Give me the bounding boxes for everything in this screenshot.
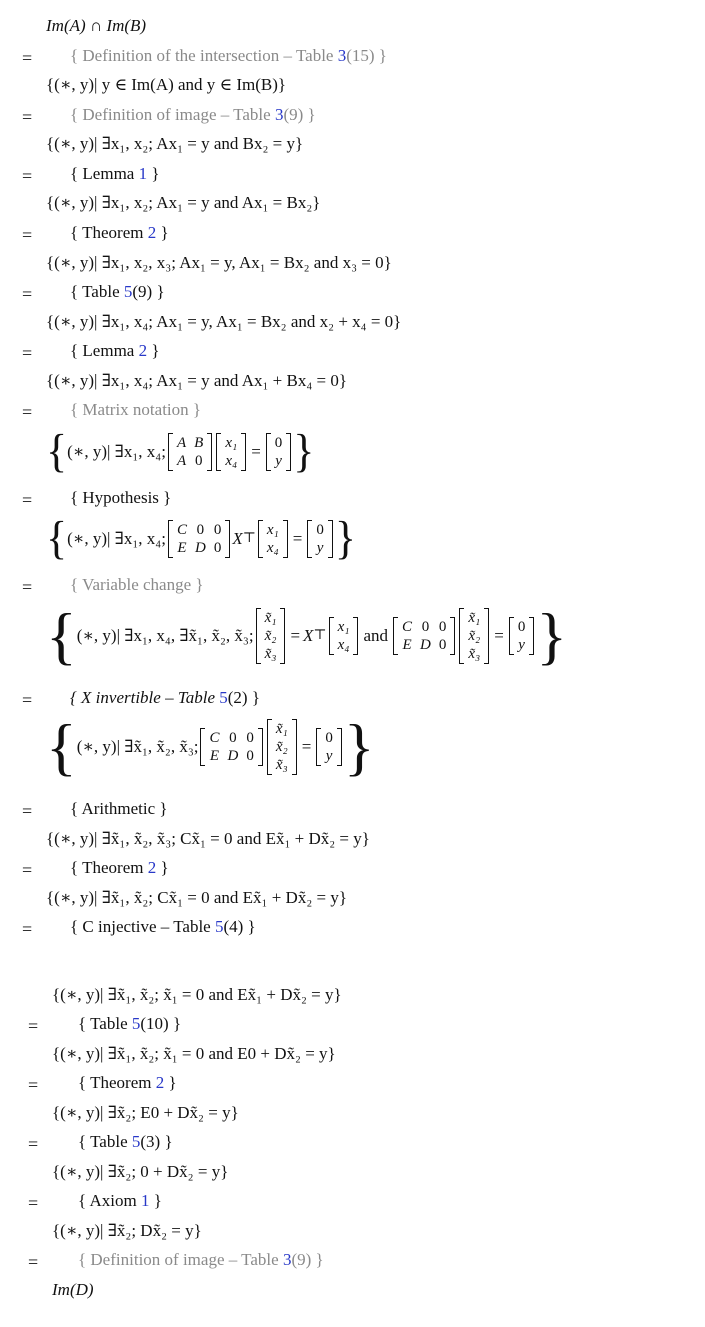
matrix-cell: 0 <box>246 748 254 764</box>
left-brace: { <box>46 512 68 565</box>
matrix-cell: x̃₁ <box>468 610 481 626</box>
matrix-cell: 0 <box>246 730 254 746</box>
matrix-cell: C <box>176 522 187 538</box>
expression-step-6: {(∗, y)| ∃x₁, x₄; Ax₁ = y and Ax₁ + Bx₄ = 0} <box>46 371 348 390</box>
matrix-cell: x̃₃ <box>264 646 277 662</box>
table-ref[interactable]: 3 <box>282 1250 292 1269</box>
matrix-cell: x̃₁ <box>275 721 288 737</box>
matrix-cell: E <box>177 540 187 556</box>
vector <box>459 608 489 664</box>
equals-sign: = <box>22 166 33 186</box>
theorem-ref[interactable]: 2 <box>155 1073 165 1092</box>
matrix-cell: E <box>402 637 412 653</box>
equals-sign: = <box>28 1075 39 1095</box>
matrix-cell: 0 <box>517 619 526 635</box>
matrix-cell: y <box>316 540 324 556</box>
matrix-cell: A <box>176 453 187 469</box>
equals-sign: = <box>22 343 33 363</box>
matrix-cell: x₄ <box>266 540 279 556</box>
equals-sign: = <box>22 690 33 710</box>
expression-step-16: {(∗, y)| ∃x̃₂; 0 + Dx̃₂ = y} <box>52 1162 229 1181</box>
expression-step-12: {(∗, y)| ∃x̃₁, x̃₂; Cx̃₁ = 0 and Ex̃₁ + Dx̃₂ = y} <box>46 888 347 907</box>
vector <box>509 617 535 655</box>
hint-variable-change: { Variable change } <box>70 575 204 594</box>
matrix-cell: 0 <box>213 522 222 538</box>
matrix-cell: 0 <box>274 435 283 451</box>
right-brace: } <box>536 600 568 671</box>
matrix-cell: x̃₃ <box>468 646 481 662</box>
hint-matrix-notation: { Matrix notation } <box>70 400 202 419</box>
hint-lemma-1: { Lemma 1 } <box>70 164 160 183</box>
vector <box>266 433 292 471</box>
hint-table-5-9: { Table 5(9) } <box>70 282 165 301</box>
hint-arithmetic: { Arithmetic } <box>70 799 168 818</box>
equals-sign: = <box>22 577 33 597</box>
theorem-ref[interactable]: 2 <box>147 858 157 877</box>
matrix <box>200 728 262 766</box>
hint-table-5-10: { Table 5(10) } <box>78 1014 182 1033</box>
right-brace: } <box>343 711 375 782</box>
equals-sign: = <box>22 402 33 422</box>
matrix-cell: x̃₂ <box>468 628 481 644</box>
matrix-cell: D <box>194 540 206 556</box>
matrix-cell: x̃₂ <box>264 628 277 644</box>
expression-step-13: {(∗, y)| ∃x̃₁, x̃₂; x̃₁ = 0 and Ex̃₁ + Dx̃₂ = y} <box>52 985 342 1004</box>
expression-step-8: { (∗, y)| ∃x₁, x₄; C 0 0 E D 0 X ⊤ x₁ x₄ = 0 y } <box>46 512 356 565</box>
expression-step-1: {(∗, y)| y ∈ Im(A) and y ∈ Im(B)} <box>46 75 287 94</box>
expression-step-17: {(∗, y)| ∃x̃₂; Dx̃₂ = y} <box>52 1221 202 1240</box>
hint-definition-intersection: { Definition of the intersection – Table 3(15) } <box>70 46 387 65</box>
hint-x-invertible: { X invertible – Table 5(2) } <box>70 688 260 707</box>
matrix-cell: D <box>227 748 239 764</box>
matrix-cell: x₄ <box>225 453 238 469</box>
matrix-cell: x̃₂ <box>275 739 288 755</box>
equals-sign: = <box>28 1193 39 1213</box>
matrix-cell: x₁ <box>266 522 279 538</box>
matrix-cell: x̃₃ <box>275 757 288 773</box>
lemma-ref[interactable]: 2 <box>138 341 148 360</box>
left-brace: { <box>46 711 77 782</box>
matrix-cell: 0 <box>213 540 222 556</box>
right-brace: } <box>293 425 315 478</box>
expression-step-7: { (∗, y)| ∃x₁, x₄; A B A 0 x₁ x₄ = 0 y } <box>46 425 315 478</box>
equals-sign: = <box>28 1252 39 1272</box>
proof-end-expression: Im(D) <box>52 1280 94 1299</box>
hint-theorem-2: { Theorem 2 } <box>78 1073 177 1092</box>
axiom-ref[interactable]: 1 <box>140 1191 150 1210</box>
theorem-ref[interactable]: 2 <box>147 223 157 242</box>
matrix <box>168 433 212 471</box>
expression-step-2: {(∗, y)| ∃x₁, x₂; Ax₁ = y and Bx₂ = y} <box>46 134 304 153</box>
table-ref[interactable]: 3 <box>274 105 284 124</box>
equals-sign: = <box>22 225 33 245</box>
matrix-cell: 0 <box>438 637 447 653</box>
equals-sign: = <box>22 284 33 304</box>
matrix-cell: x̃₁ <box>264 610 277 626</box>
equals-sign: = <box>22 48 33 68</box>
matrix-cell: B <box>194 435 204 451</box>
hint-definition-image: { Definition of image – Table 3(9) } <box>78 1250 324 1269</box>
equals-sign: = <box>22 490 33 510</box>
vector <box>267 719 297 775</box>
hint-theorem-2: { Theorem 2 } <box>70 858 169 877</box>
left-brace: { <box>46 600 77 671</box>
matrix-cell: A <box>176 435 187 451</box>
vector <box>258 520 288 558</box>
matrix-cell: x₁ <box>337 619 350 635</box>
hint-axiom-1: { Axiom 1 } <box>78 1191 162 1210</box>
equals-sign: = <box>22 860 33 880</box>
matrix-cell: 0 <box>229 730 237 746</box>
equals-sign: = <box>22 919 33 939</box>
hint-lemma-2: { Lemma 2 } <box>70 341 160 360</box>
vector <box>329 617 359 655</box>
vector <box>316 728 342 766</box>
matrix-cell: 0 <box>196 522 205 538</box>
table-ref[interactable]: 5 <box>214 917 224 936</box>
expression-step-3: {(∗, y)| ∃x₁, x₂; Ax₁ = y and Ax₁ = Bx₂} <box>46 193 321 212</box>
table-ref[interactable]: 5 <box>123 282 133 301</box>
vector <box>307 520 333 558</box>
lemma-ref[interactable]: 1 <box>138 164 148 183</box>
table-ref[interactable]: 5 <box>131 1014 141 1033</box>
hint-definition-image: { Definition of image – Table 3(9) } <box>70 105 316 124</box>
matrix <box>393 617 455 655</box>
hint-hypothesis: { Hypothesis } <box>70 488 172 507</box>
equals-sign: = <box>22 107 33 127</box>
hint-table-5-3: { Table 5(3) } <box>78 1132 173 1151</box>
vector <box>216 433 246 471</box>
matrix-cell: 0 <box>316 522 324 538</box>
expression-step-4: {(∗, y)| ∃x₁, x₂, x₃; Ax₁ = y, Ax₁ = Bx₂ and x₃ = 0} <box>46 253 392 272</box>
expression-step-9: { (∗, y)| ∃x₁, x₄, ∃x̃₁, x̃₂, x̃₃; x̃₁ x̃₂ x̃₃ = X ⊤ x₁ x₄ and C 0 0 E D 0 x̃₁ x̃₂ x̃₃ = 0 y } <box>46 600 568 671</box>
matrix-cell: 0 <box>421 619 430 635</box>
matrix-cell: y <box>275 453 282 469</box>
proof-start-expression: Im(A) ∩ Im(B) <box>46 16 147 35</box>
expression-step-15: {(∗, y)| ∃x̃₂; E0 + Dx̃₂ = y} <box>52 1103 239 1122</box>
matrix-cell: 0 <box>194 453 203 469</box>
matrix-cell: x₁ <box>225 435 238 451</box>
expression-step-11: {(∗, y)| ∃x̃₁, x̃₂, x̃₃; Cx̃₁ = 0 and Ex̃₁ + Dx̃₂ = y} <box>46 829 370 848</box>
equals-sign: = <box>28 1016 39 1036</box>
left-brace: { <box>46 425 68 478</box>
equals-sign: = <box>28 1134 39 1154</box>
hint-theorem-2: { Theorem 2 } <box>70 223 169 242</box>
matrix-cell: C <box>402 619 413 635</box>
table-ref[interactable]: 3 <box>337 46 347 65</box>
equals-sign: = <box>22 801 33 821</box>
matrix-cell: x₄ <box>337 637 350 653</box>
matrix-cell: y <box>518 637 525 653</box>
matrix <box>168 520 230 558</box>
matrix-cell: E <box>209 748 220 764</box>
table-ref[interactable]: 5 <box>131 1132 141 1151</box>
table-ref[interactable]: 5 <box>219 688 228 707</box>
matrix-cell: D <box>420 637 431 653</box>
expression-step-10: { (∗, y)| ∃x̃₁, x̃₂, x̃₃; C 0 0 E D 0 x̃₁ x̃₂ x̃₃ = 0 y } <box>46 711 375 782</box>
matrix-cell: 0 <box>438 619 447 635</box>
expression-step-5: {(∗, y)| ∃x₁, x₄; Ax₁ = y, Ax₁ = Bx₂ and x₂ + x₄ = 0} <box>46 312 402 331</box>
matrix-cell: y <box>325 748 333 764</box>
vector <box>256 608 286 664</box>
matrix-cell: 0 <box>325 730 333 746</box>
expression-step-14: {(∗, y)| ∃x̃₁, x̃₂; x̃₁ = 0 and E0 + Dx̃₂ = y} <box>52 1044 336 1063</box>
right-brace: } <box>334 512 356 565</box>
matrix-cell: C <box>209 730 220 746</box>
hint-c-injective: { C injective – Table 5(4) } <box>70 917 256 936</box>
